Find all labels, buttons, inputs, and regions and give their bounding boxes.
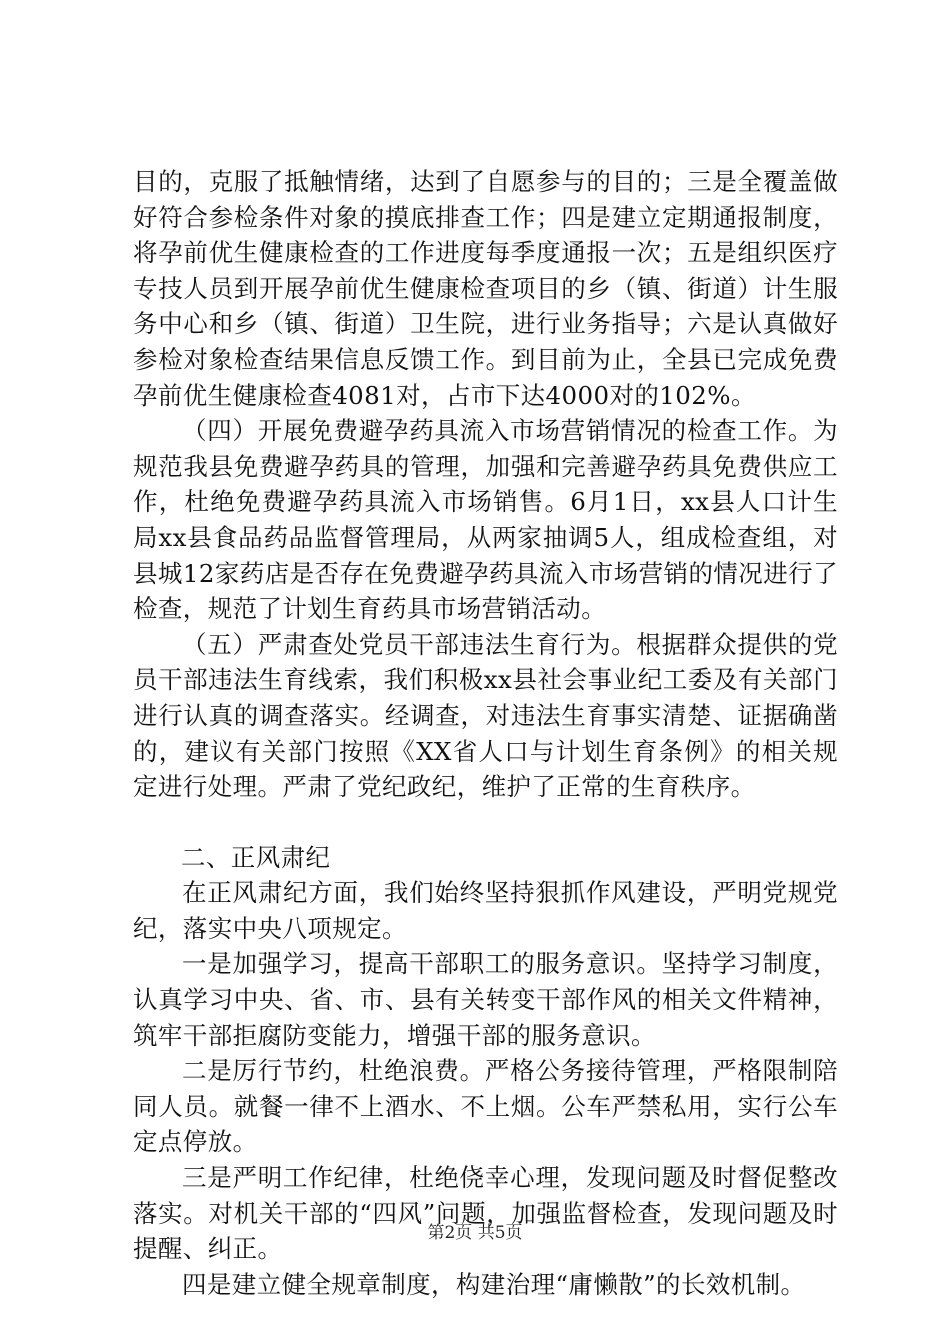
paragraph-item-one: 一是加强学习，提高干部职工的服务意识。坚持学习制度，认真学习中央、省、市、县有关转变干部作风的相关文件精神，筑牢干部拒腐防变能力，增强干部的服务意识。	[133, 949, 838, 1050]
section-heading: 二、正风肃纪	[181, 842, 331, 872]
page-footer	[0, 1218, 950, 1243]
paragraph-section-five: （五）严肃查处党员干部违法生育行为。根据群众提供的党员干部违法生育线索，我们积极xx县社会事业纪工委及有关部门进行认真的调查落实。经调查，对违法生育事实清楚、证据确凿的，建议有关部门按照《XX省人口与计划生育条例》的相关规定进行处理。严肃了党纪政纪，维护了正常的生育秩序。	[133, 629, 838, 802]
paragraph-section-four: （四）开展免费避孕药具流入市场营销情况的检查工作。为规范我县免费避孕药具的管理，加强和完善避孕药具免费供应工作，杜绝免费避孕药具流入市场销售。6月1日，xx县人口计生局xx县食品药品监督管理局，从两家抽调5人，组成检查组，对县城12家药店是否存在免费避孕药具流入市场营销的情况进行了检查，规范了计划生育药具市场营销活动。	[133, 416, 838, 624]
document-body	[133, 164, 838, 1302]
paragraph-item-four: 四是建立健全规章制度，构建治理“庸懒散”的长效机制。	[182, 1269, 806, 1299]
paragraph-item-three: 三是严明工作纪律，杜绝侥幸心理，发现问题及时督促整改落实。对机关干部的“四风”问题，加强监督检查，发现问题及时提醒、纠正。	[133, 1163, 838, 1264]
page-number: 第2页 共5页	[427, 1223, 523, 1243]
paragraph-continuation: 目的，克服了抵触情绪，达到了自愿参与的目的；三是全覆盖做好符合参检条件对象的摸底排查工作；四是建立定期通报制度，将孕前优生健康检查的工作进度每季度通报一次；五是组织医疗专技人员到开展孕前优生健康检查项目的乡（镇、街道）计生服务中心和乡（镇、街道）卫生院，进行业务指导；六是认真做好参检对象检查结果信息反馈工作。到目前为止，全县已完成免费孕前优生健康检查4081对，占市下达4000对的102%。	[133, 167, 838, 410]
paragraph-item-two: 二是厉行节约，杜绝浪费。严格公务接待管理，严格限制陪同人员。就餐一律不上酒水、不上烟。公车严禁私用，实行公车定点停放。	[133, 1056, 838, 1157]
paragraph-intro: 在正风肃纪方面，我们始终坚持狠抓作风建设，严明党规党纪，落实中央八项规定。	[133, 878, 838, 943]
